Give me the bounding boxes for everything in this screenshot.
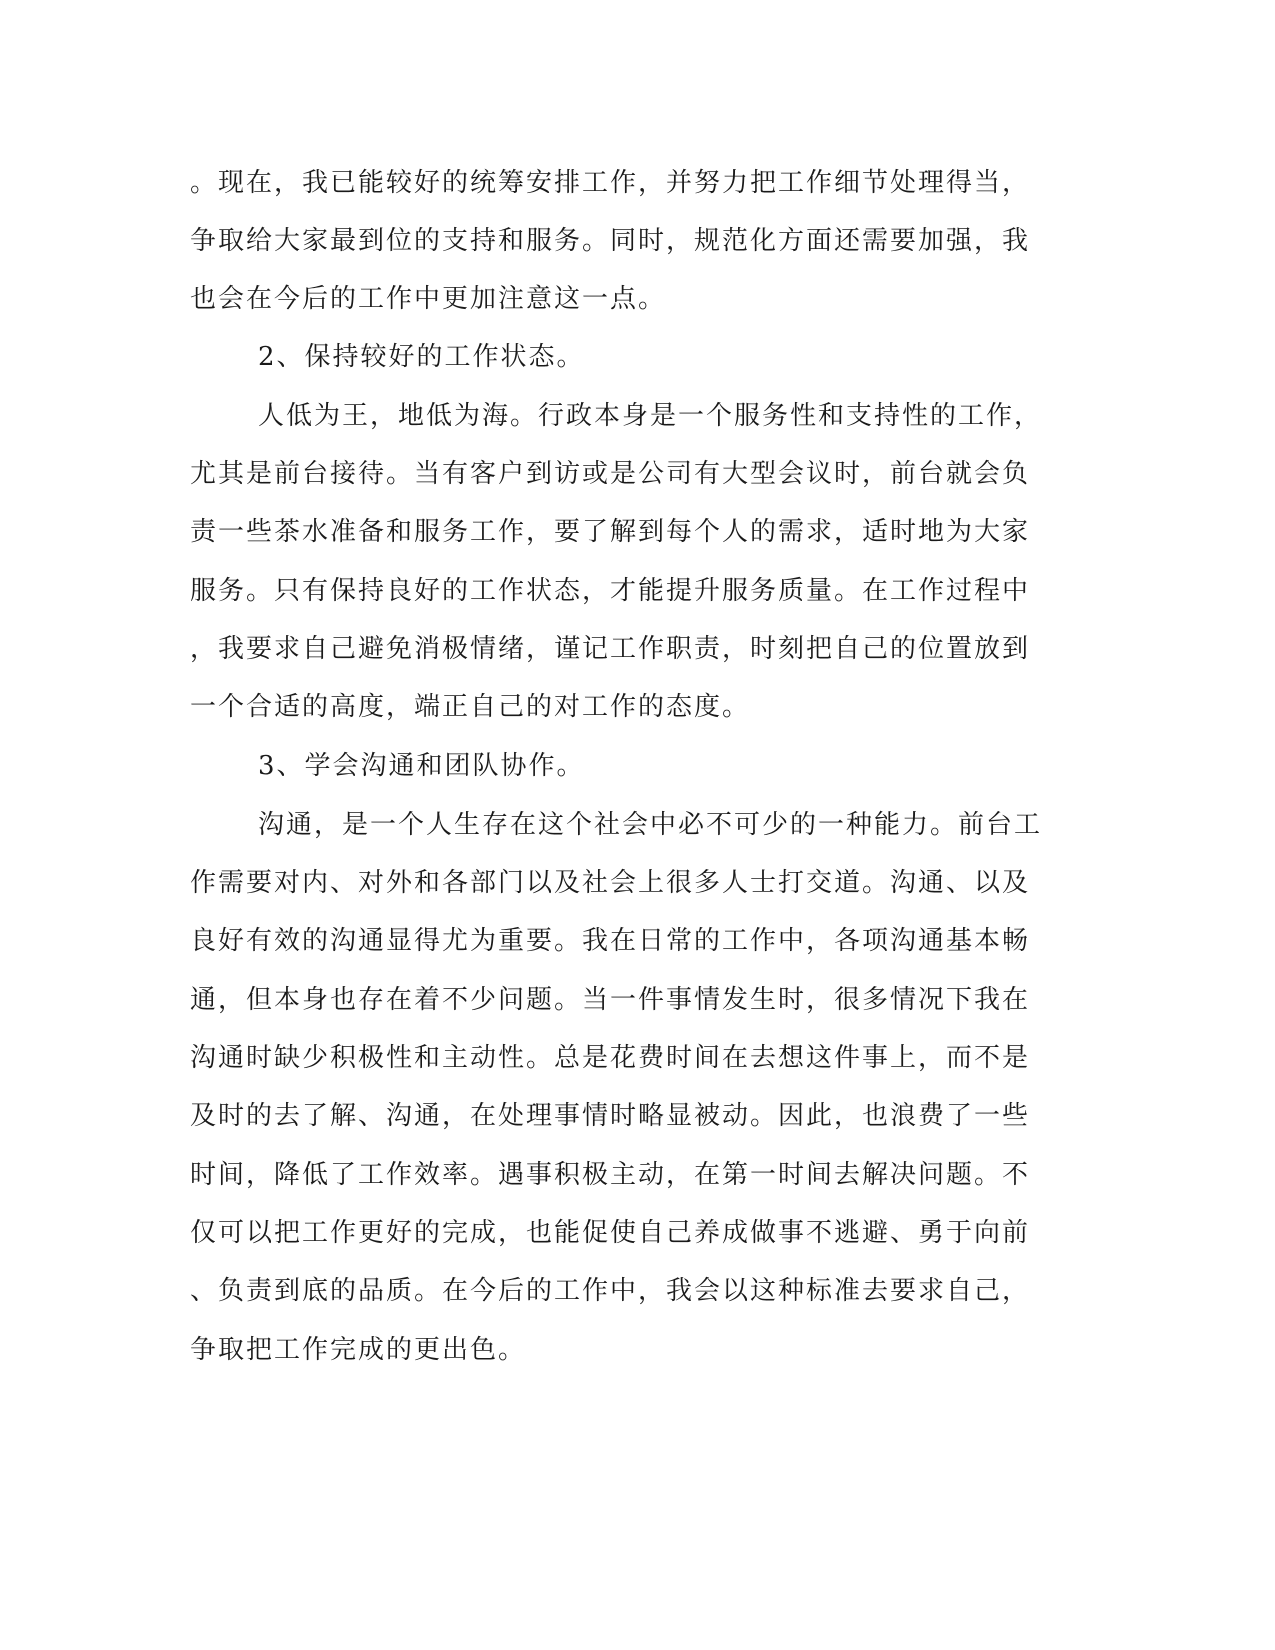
text-line: 争取给大家最到位的支持和服务。同时，规范化方面还需要加强，我 — [190, 226, 1031, 256]
text-line: 仅可以把工作更好的完成，也能促使自己养成做事不逃避、勇于向前 — [190, 1218, 1031, 1248]
text-line: 争取把工作完成的更出色。 — [190, 1335, 527, 1365]
section-heading: 2、保持较好的工作状态。 — [258, 342, 585, 372]
text-line: 及时的去了解、沟通，在处理事情时略显被动。因此，也浪费了一些 — [190, 1101, 1031, 1131]
text-line: 沟通，是一个人生存在这个社会中必不可少的一种能力。前台工 — [258, 810, 1043, 840]
text-line: 一个合适的高度，端正自己的对工作的态度。 — [190, 692, 751, 722]
text-line: ，我要求自己避免消极情绪，谨记工作职责，时刻把自己的位置放到 — [190, 634, 1031, 664]
text-line: 责一些茶水准备和服务工作，要了解到每个人的需求，适时地为大家 — [190, 517, 1031, 547]
text-line: 时间，降低了工作效率。遇事积极主动，在第一时间去解决问题。不 — [190, 1160, 1031, 1190]
text-line: 。现在，我已能较好的统筹安排工作，并努力把工作细节处理得当， — [190, 168, 1031, 198]
text-line: 也会在今后的工作中更加注意这一点。 — [190, 284, 667, 314]
text-line: 、负责到底的品质。在今后的工作中，我会以这种标准去要求自己， — [190, 1276, 1031, 1306]
text-line: 人低为王，地低为海。行政本身是一个服务性和支持性的工作， — [258, 401, 1043, 431]
section-heading: 3、学会沟通和团队协作。 — [258, 751, 585, 781]
text-line: 服务。只有保持良好的工作状态，才能提升服务质量。在工作过程中 — [190, 576, 1031, 606]
text-line: 作需要对内、对外和各部门以及社会上很多人士打交道。沟通、以及 — [190, 868, 1031, 898]
text-line: 沟通时缺少积极性和主动性。总是花费时间在去想这件事上，而不是 — [190, 1043, 1031, 1073]
text-line: 通，但本身也存在着不少问题。当一件事情发生时，很多情况下我在 — [190, 985, 1031, 1015]
text-line: 尤其是前台接待。当有客户到访或是公司有大型会议时，前台就会负 — [190, 459, 1031, 489]
text-line: 良好有效的沟通显得尤为重要。我在日常的工作中，各项沟通基本畅 — [190, 926, 1031, 956]
